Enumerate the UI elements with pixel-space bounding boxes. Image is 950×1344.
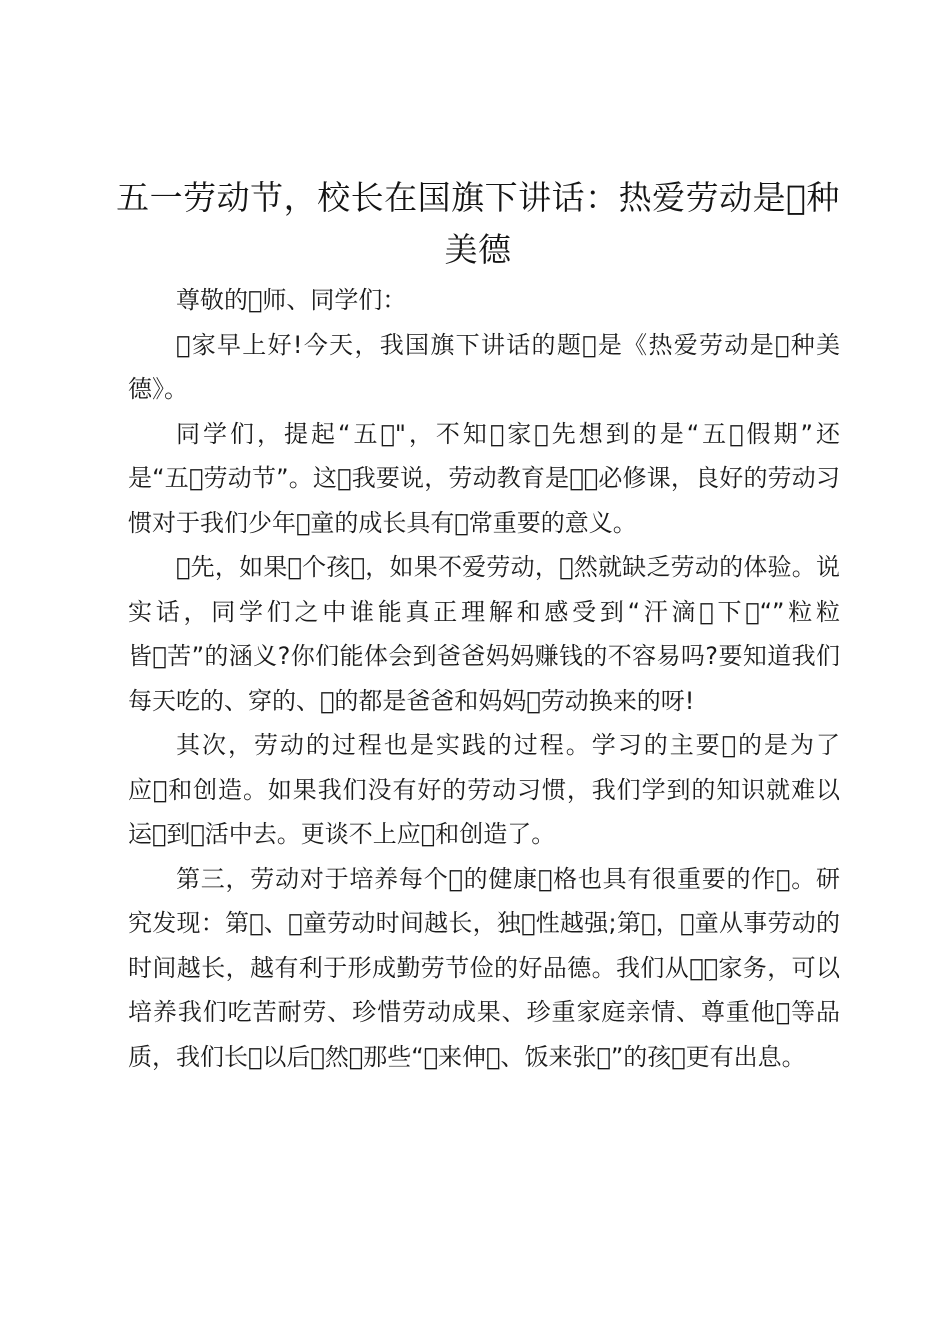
third-point-paragraph: 第三，劳动对于培养每个 的健康 格也具有很重要的作 。研究发现：第 、 童劳动时间越长，独 性越强;第 ， 童从事劳动的时间越长，越有利于形成勤劳节俭的好品德。我们从  家务，可以培养我们吃苦耐劳、珍惜劳动成果、珍重家庭亲情、尊重他 等品质，我们长 以后 然 那些“ 来伸 、饭来张 ”的孩 更有出息。 — [128, 864, 840, 1071]
document-body — [128, 278, 840, 1079]
second-point-paragraph: 其次，劳动的过程也是实践的过程。学习的主要 的是为了应 和创造。如果我们没有好的劳动习惯，我们学到的知识就难以运 到 活中去。更谈不上应 和创造了。 — [128, 731, 840, 848]
intro-paragraph: 同学们，提起“五 "，不知 家 先想到的是“五 假期”还是“五 劳动节”。这 我要说，劳动教育是  必修课，良好的劳动习惯对于我们少年 童的成长具有 常重要的意义。 — [128, 419, 840, 537]
first-point-paragraph:  先，如果 个孩 ，如果不爱劳动， 然就缺乏劳动的体验。说实话，同学们之中谁能真正理解和感受到“汗滴 下 “”粒粒皆 苦”的涵义?你们能体会到爸爸妈妈赚钱的不容易吗?要知道我们每天吃的、穿的、 的都是爸爸和妈妈 劳动换来的呀! — [128, 553, 840, 715]
greeting-paragraph:  家早上好!今天，我国旗下讲话的题 是《热爱劳动是 种美德》。 — [128, 330, 840, 403]
salutation-paragraph: 尊敬的 师、同学们： — [176, 286, 407, 314]
document-title: 五一劳动节，校长在国旗下讲话：热爱劳动是 种美德 — [116, 178, 840, 269]
